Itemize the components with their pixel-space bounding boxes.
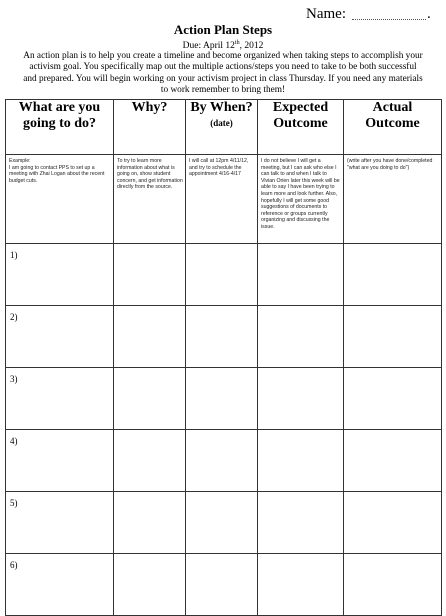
- example-expected: I do not believe I will get a meeting, but I can ask who else I can talk to and when I talk to Vivian Orien later this week will be able to say I have been trying to learn more and look further. Also, hopefully I will get some good suggestions of documents to reference or groups currently organizing and discussing the issue.: [258, 155, 344, 244]
- table-cell[interactable]: [114, 368, 186, 430]
- header-row: [6, 100, 442, 155]
- intro-paragraph: An action plan is to help you create a timeline and become organized when taking steps to accomplish your activism goal. You specifically map out the multiple actions/steps you need to take to be both successful and prepared. You will begin working on your activism project in class Thursday. If you need any materials to work remember to bring them!: [23, 51, 423, 95]
- table-cell[interactable]: [258, 368, 344, 430]
- table-cell[interactable]: [186, 554, 258, 616]
- table-cell[interactable]: [186, 492, 258, 554]
- due-suffix: th: [234, 40, 240, 46]
- row-number[interactable]: 2): [6, 306, 114, 368]
- action-plan-table: [5, 99, 442, 616]
- table-cell[interactable]: [258, 244, 344, 306]
- row-number[interactable]: 5): [6, 492, 114, 554]
- table-cell[interactable]: [114, 306, 186, 368]
- col-by-when-sub: (date): [210, 118, 233, 128]
- table-cell[interactable]: [344, 368, 442, 430]
- example-why: To try to learn more information about what is going on, show student concern, and get information directly from the source.: [114, 155, 186, 244]
- table-cell[interactable]: [344, 244, 442, 306]
- table-row: [6, 492, 442, 554]
- col-by-when: By When? (date): [186, 100, 258, 155]
- row-number[interactable]: 6): [6, 554, 114, 616]
- table-cell[interactable]: [186, 306, 258, 368]
- name-dot: .: [426, 6, 431, 22]
- example-actual: (write after you have done/completed "what are you doing to do"): [344, 155, 442, 244]
- table-cell[interactable]: [258, 306, 344, 368]
- example-what: Example: I am going to contact PPS to set up a meeting with Zhai Logan about the recent budget cuts.: [6, 155, 114, 244]
- row-number[interactable]: 1): [6, 244, 114, 306]
- name-blank-line[interactable]: [352, 19, 426, 20]
- name-field: [306, 6, 431, 23]
- table-cell[interactable]: [344, 306, 442, 368]
- table-row: [6, 554, 442, 616]
- table-cell[interactable]: [114, 492, 186, 554]
- col-actual: Actual Outcome: [344, 100, 442, 155]
- table-cell[interactable]: [258, 492, 344, 554]
- table-cell[interactable]: [114, 430, 186, 492]
- row-number[interactable]: 3): [6, 368, 114, 430]
- table-cell[interactable]: [344, 492, 442, 554]
- document-title: Action Plan Steps: [173, 22, 273, 37]
- table-row: [6, 430, 442, 492]
- table-cell[interactable]: [186, 368, 258, 430]
- col-expected: Expected Outcome: [258, 100, 344, 155]
- col-what: What are you going to do?: [6, 100, 114, 155]
- name-label: Name:: [306, 6, 346, 22]
- due-year: , 2012: [239, 41, 264, 52]
- table-cell[interactable]: [186, 430, 258, 492]
- table-cell[interactable]: [344, 554, 442, 616]
- example-when: I will call at 12pm 4/11/12, and try to schedule the appointment 4/16-4/17: [186, 155, 258, 244]
- table-cell[interactable]: [344, 430, 442, 492]
- table-cell[interactable]: [186, 244, 258, 306]
- table-row: [6, 244, 442, 306]
- table-cell[interactable]: [258, 554, 344, 616]
- table-cell[interactable]: [114, 244, 186, 306]
- example-row: [6, 155, 442, 244]
- row-number[interactable]: 4): [6, 430, 114, 492]
- table-cell[interactable]: [114, 554, 186, 616]
- due-prefix: Due: April 12: [182, 41, 235, 52]
- table-cell[interactable]: [258, 430, 344, 492]
- due-date: [0, 40, 446, 51]
- table-row: [6, 306, 442, 368]
- table-row: [6, 368, 442, 430]
- col-why: Why?: [114, 100, 186, 155]
